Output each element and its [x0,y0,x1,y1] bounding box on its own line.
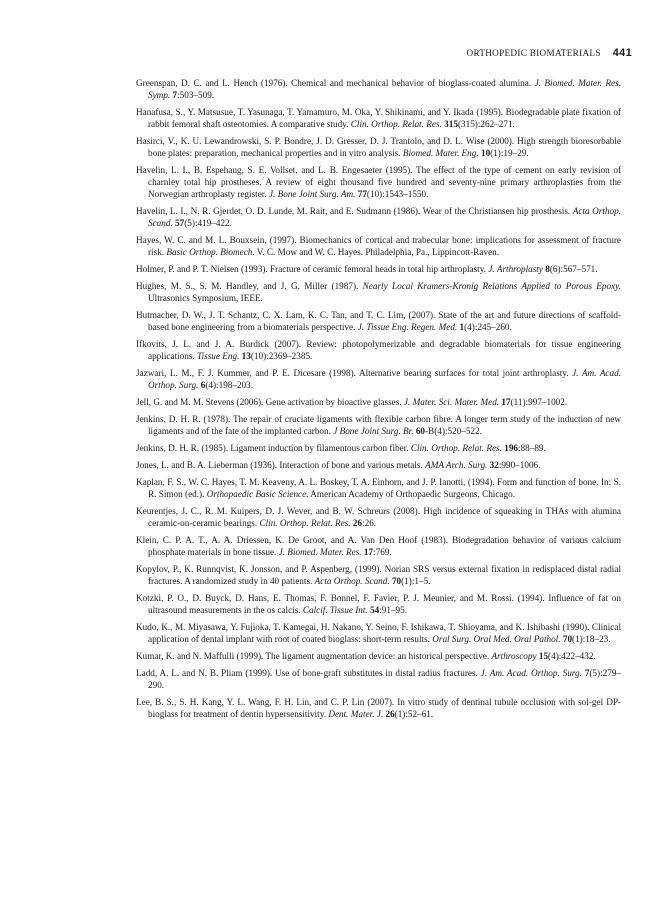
reference-pages: American Academy of Orthopaedic Surgeons, Chicago. [308,489,515,499]
reference-text: Ladd, A. L. and N. B. Pliam (1999). Use of bone-graft substitutes in distal radius fractures. [136,668,481,678]
reference-text: Kopylov, P., K. Runnqvist, K. Jonsson, and P. Aspenberg, (1999). Norian SRS versus external fixation in redisplaced distal radial fractures. A randomized study in 40 patients. [136,564,621,586]
page-number: 441 [612,47,632,59]
reference-journal: J. Arthroplasty [488,264,543,274]
reference-journal: Basic Orthop. Biomech. [166,247,255,257]
reference-entry [136,459,621,471]
reference-journal: J. Biomed. Mater. Res. [278,547,362,557]
reference-text: Jones, L. and B. A. Lieberman (1936). Interaction of bone and various metals. [136,460,426,470]
reference-entry [136,413,621,437]
reference-journal: Clin. Orthop. Relat. Res. [350,119,442,129]
reference-entry [136,338,621,362]
reference-pages: (4):198–203. [205,380,254,390]
reference-journal: Dent. Mater. J. [328,709,384,719]
reference-volume: 7 [170,90,178,100]
reference-pages: (10):2369–2385. [250,351,313,361]
reference-pages: -B(4):520–522. [425,426,482,436]
reference-volume: 70 [560,634,573,644]
reference-journal: Oral Surg. Oral Med. Oral Pathol. [432,634,561,644]
reference-pages: :88–89. [518,443,546,453]
reference-entry [136,367,621,391]
reference-entry [136,106,621,130]
reference-text: Hayes, W. C. and M. L. Bouxsein, (1997). Biomechanics of cortical and trabecular bone: implications for assessment of fracture risk. [136,235,621,257]
reference-volume: 77 [355,189,367,199]
reference-pages: :990–1006. [498,460,541,470]
reference-pages: (1):18–23. [572,634,611,644]
reference-journal: J. Tissue Eng. Regen. Med. [357,322,458,332]
reference-entry [136,592,621,616]
reference-entry [136,621,621,645]
reference-text: Hughes, M. S., S. M. Handley, and J. G. Miller (1987). [136,281,363,291]
reference-text: Havelin, L. I., N. R. Gjerdet, O. D. Lunde, M. Rait, and E. Sudmann (1986). Wear of the Christiansen hip prosthesis. [136,206,573,216]
reference-journal: Arthroscopy [491,651,537,661]
reference-pages: (5):279–290. [148,668,622,690]
reference-volume: 315 [441,119,458,129]
reference-journal: J. Bone Joint Surg. Am. [268,189,356,199]
reference-pages: (315):262–271. [457,119,515,129]
reference-text: Hasirci, V., K. U. Lewandrowski, S. P. Bondre, J. D. Gresser, D. J. Trantolo, and D. L. Wise (2000). High strength bioresorbable bone plates: preparation, mechanical properties and in vitro analysis. [136,136,621,158]
reference-pages: (5):419–422. [184,218,232,228]
reference-pages: (6):567–571. [549,264,598,274]
reference-text: Kumar, K. and N. Maffulli (1999). The ligament augmentation device: an historical perspective. [136,651,492,661]
reference-volume: 7 [581,668,590,678]
reference-text: Klein, C. P. A. T., A. A. Driessen, K. De Groot, and A. Van Den Hoof (1983). Biodegradation behavior of various calcium phosphate materials in bone tissue. [136,535,621,557]
reference-journal: Acta Orthop. Scand. [314,576,390,586]
reference-journal: Calcif. Tissue Int. [302,605,368,615]
reference-pages: (1):19–29. [490,148,529,158]
reference-volume: 57 [172,218,185,228]
reference-text: Lee, B. S., S. H. Kang, Y. L. Wang, F. H. Lin, and C. P. Lin (2007). In vitro study of dentinal tubule occlusion with sol-gel DP-bioglass for treatment of dentin hypersensitivity. [136,697,621,719]
reference-entry [136,263,621,275]
reference-volume: 8 [542,264,550,274]
reference-pages: :769. [373,547,392,557]
reference-text: Kaplan, F. S., W. C. Hayes, T. M. Keaveny, A. L. Boskey, T. A. Einhorn, and J. P. Ianotti, (1994). Form and function of bone. In: S. R. Simon (ed.). [136,477,621,499]
reference-entry [136,650,621,662]
reference-journal: AMA Arch. Surg. [425,460,488,470]
reference-pages: (10):1543–1550. [366,189,429,199]
reference-journal: Nearly Local Kramers-Kronig Relations Applied to Porous Epoxy. [362,281,621,291]
reference-entry [136,563,621,587]
reference-journal: J Bone Joint Surg. Br. [333,426,414,436]
reference-volume: 17 [361,547,374,557]
reference-text: Greenspan, D. C. and L. Hench (1976). Chemical and mechanical behavior of bioglass-coated alumina. [136,78,535,88]
page-header [452,47,632,59]
reference-journal: J. Biomed. Mater. Res. Symp. [148,78,621,100]
reference-journal: J. Am. Acad. Orthop. Surg. [148,368,621,390]
reference-text: Havelin, L. I., B. Espehaug, S. E. Vollset, and L. B. Engesaeter (1995). The effect of the type of cement on early revision of charnley total hip prostheses. A review of eight thousand five hundred and seventy-nine primary arthroplasties from the Norwegian arthroplasty register. [136,165,621,199]
reference-pages: (1):52–61. [394,709,434,719]
reference-journal: Acta Orthop. Scand. [148,206,621,228]
reference-text: Jenkins, D. H. R. (1985). Ligament induction by filamentous carbon fiber. [136,443,411,453]
reference-pages: V. C. Mow and W. C. Hayes. Philadelphia, Pa., Lippincott-Raven. [254,247,500,257]
reference-volume: 10 [478,148,491,158]
reference-entry [136,280,621,304]
reference-pages: (4):422–432. [548,651,596,661]
reference-volume: 1 [457,322,465,332]
reference-pages: :503–509. [177,90,215,100]
reference-volume: 17 [499,397,511,407]
reference-entry [136,696,621,720]
reference-entry [136,534,621,558]
reference-journal: Clin. Orthop. Relat. Res. [410,443,502,453]
reference-entry [136,205,621,229]
reference-journal: J. Mater. Sci. Mater. Med. [403,397,500,407]
reference-volume: 60 [413,426,425,436]
reference-volume: 70 [389,576,402,586]
reference-list [136,77,621,725]
reference-text: Kotzki, P. O., D. Buyck, D. Hans, E. Thomas, F. Bonnel, F. Favier, P. J. Meunier, and M. Rossi. (1994). Influence of fat on ultrasound measurements in the os calcis. [136,593,621,615]
reference-text: Jenkins, D. H. R. (1978). The repair of cruciate ligaments with flexible carbon fibre. A longer term study of the induction of new ligaments and of the fate of the implanted carbon. [136,414,621,436]
reference-journal: J. Am. Acad. Orthop. Surg. [480,668,582,678]
reference-text: Holmer, P. and P. T. Nielsen (1993). Fracture of ceramic femoral heads in total hip arthroplasty. [136,264,489,274]
reference-journal: Orthopaedic Basic Science. [206,489,309,499]
reference-volume: 32 [487,460,499,470]
reference-entry [136,396,621,408]
reference-entry [136,476,621,500]
reference-pages: :91–95. [379,605,408,615]
reference-journal: Biomed. Mater. Eng. [402,148,479,158]
reference-entry [136,164,621,200]
reference-text: Hanafusa, S., Y. Matsusue, T. Yasunaga, T. Yamamuro, M. Oka, Y. Shikinami, and Y. Ikada (1995). Biodegradable plate fixation of rabbit femoral shaft osteotomies. A comparative study. [136,107,621,129]
reference-text: Keurentjes, J. C., R. M. Kuipers, D. J. Wever, and B. W. Schreurs (2008). High incidence of squeaking in THAs with alumina ceramic-on-ceramic bearings. [136,506,621,528]
reference-text: Ifkovits, J. L. and J. A. Burdick (2007). Review: photopolymerizable and degradable biomaterials for tissue engineering applications. [136,339,621,361]
reference-volume: 26 [383,709,395,719]
reference-entry [136,667,621,691]
reference-volume: 26 [350,518,363,528]
reference-entry [136,77,621,101]
reference-entry [136,505,621,529]
reference-volume: 6 [198,380,206,390]
reference-journal: Tissue Eng. [197,351,240,361]
reference-volume: 13 [239,351,251,361]
reference-pages: Ultrasonics Symposium, IEEE. [148,293,263,303]
running-head: ORTHOPEDIC BIOMATERIALS [466,48,601,58]
reference-pages: :26. [362,518,377,528]
reference-volume: 54 [367,605,380,615]
reference-journal: Clin. Orthop. Relat. Res. [259,518,351,528]
reference-entry [136,135,621,159]
reference-pages: (4):245–260. [464,322,512,332]
reference-volume: 196 [501,443,518,453]
reference-pages: (11):997–1002. [510,397,568,407]
reference-text: Jazwari, L. M., F. J. Kummer, and P. E. Dicesare (1998). Alternative bearing surfaces for total joint arthroplasty. [136,368,573,378]
reference-entry [136,442,621,454]
reference-text: Kudo, K., M. Miyasawa, Y. Fujioka, T. Kamegai, H. Nakano, Y. Seino, F. Ishikawa, T. Shioyama, and K. Ishibashi (1990). Clinical application of dental implant with root of coated bioglass: short-term results. [136,622,621,644]
reference-text: Hutmacher, D. W., J. T. Schantz, C. X. Lam, K. C. Tan, and T. C. Lim, (2007). State of the art and future directions of scaffold-based bone engineering from a biomaterials perspective. [136,310,621,332]
reference-volume: 15 [536,651,549,661]
reference-entry [136,234,621,258]
reference-text: Jell, G. and M. M. Stevens (2006). Gene activation by bioactive glasses. [136,397,404,407]
reference-entry [136,309,621,333]
reference-pages: (1):1–5. [401,576,431,586]
